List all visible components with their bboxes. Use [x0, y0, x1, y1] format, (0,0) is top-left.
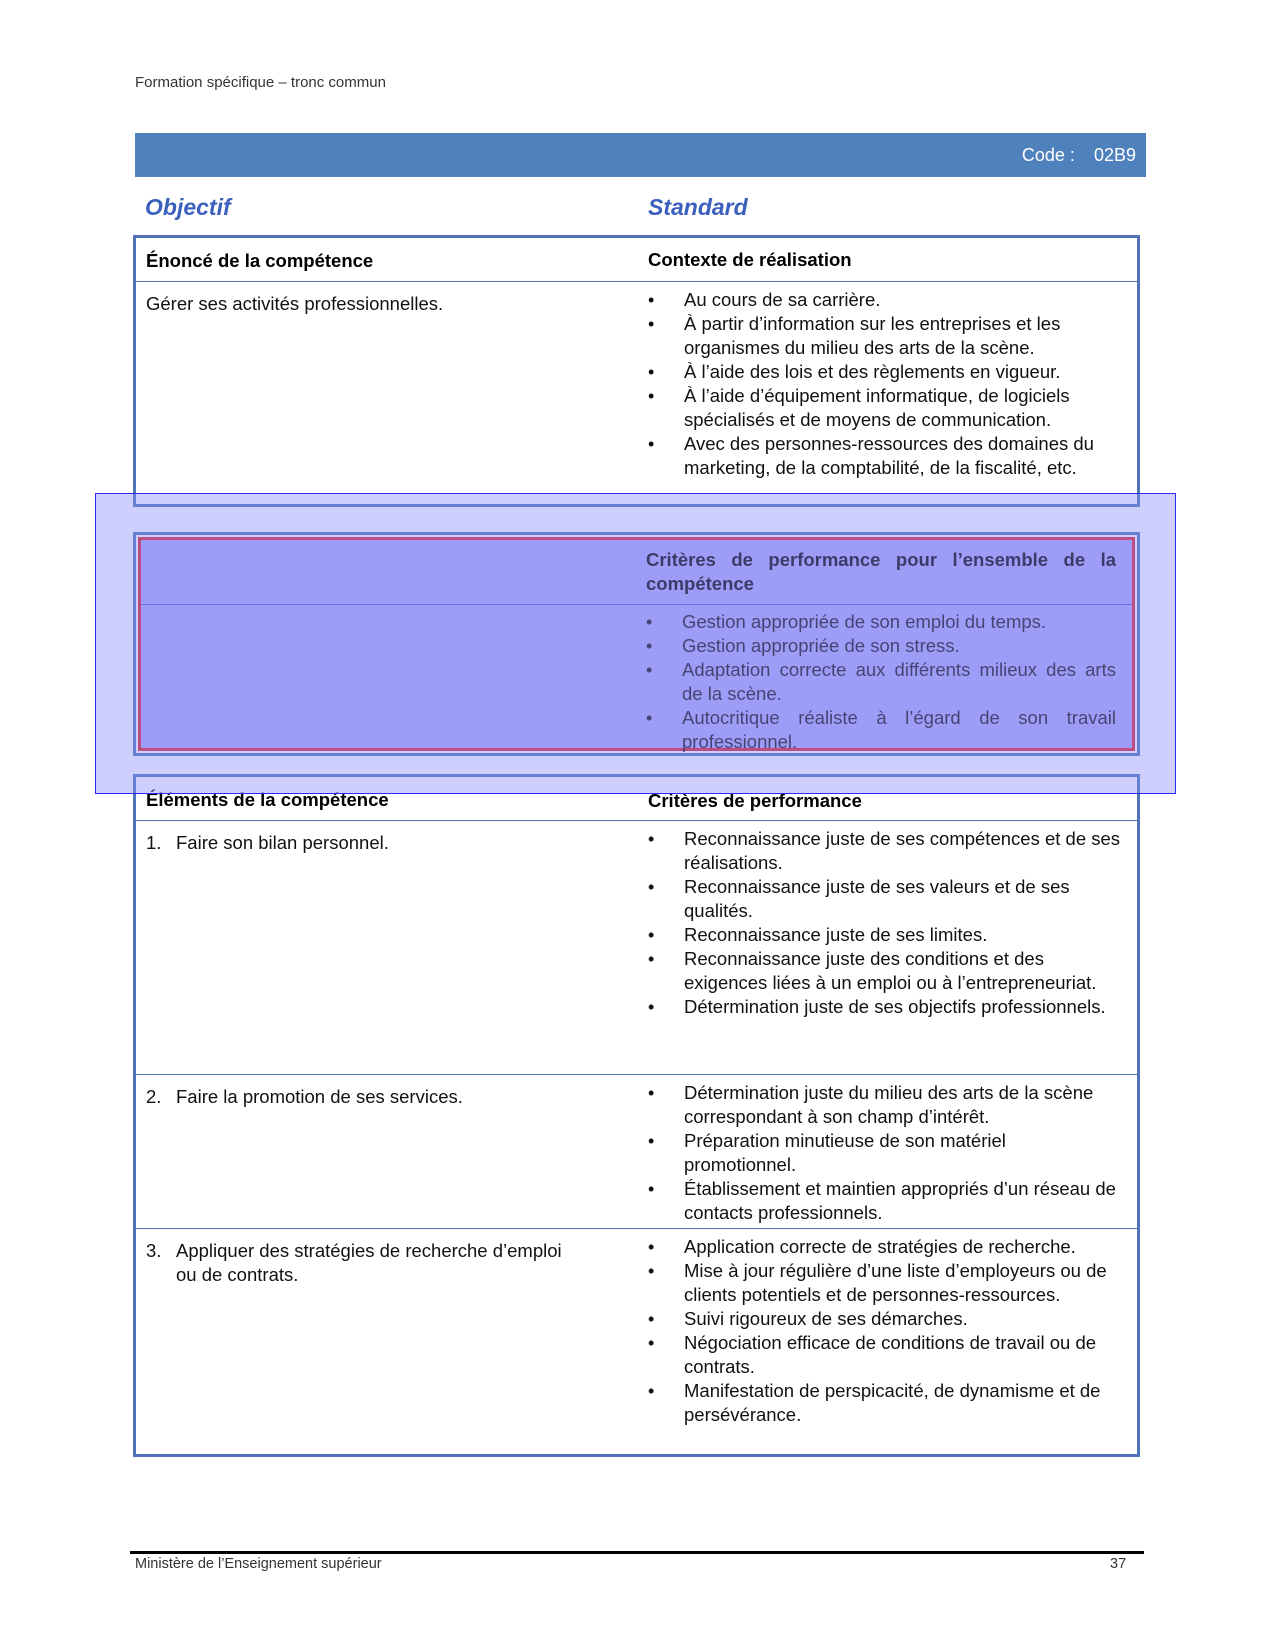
list-item: • Au cours de sa carrière. [648, 288, 1123, 312]
contexte-header: Contexte de réalisation [648, 249, 852, 270]
overall-criteria-list [646, 610, 1116, 754]
overall-criteria-header-row [141, 540, 1132, 605]
element-text: Faire son bilan personnel. [176, 832, 389, 853]
enonce-header: Énoncé de la compétence [146, 250, 374, 271]
element-text-continued: ou de contrats. [176, 1264, 299, 1285]
enonce-row [136, 282, 1137, 504]
overall-criteria-header: Critères de performance pour l’ensemble de la compétence [646, 549, 1116, 594]
overall-criteria-box [133, 532, 1140, 756]
code-text [1022, 145, 1136, 166]
objectif-heading: Objectif [145, 194, 231, 220]
code-value: 02B9 [1093, 145, 1136, 165]
enonce-table [133, 235, 1140, 507]
enonce-table-header [136, 238, 1137, 282]
list-item: • Mise à jour régulière d’une liste d’employeurs ou de clients potentiels et de personnes-ressources. [648, 1259, 1123, 1307]
list-item: • À l’aide des lois et des règlements en vigueur. [648, 360, 1123, 384]
element-row-3 [136, 1228, 1137, 1454]
list-item: • Reconnaissance juste des conditions et des exigences liées à un emploi ou à l’entrepreneuriat. [648, 947, 1123, 995]
list-item: • Détermination juste du milieu des arts de la scène correspondant à son champ d’intérêt. [648, 1081, 1123, 1129]
code-label: Code : [1021, 145, 1075, 165]
elements-table [133, 774, 1140, 1457]
elements-header: Éléments de la compétence [146, 789, 389, 810]
list-item: • À l’aide d’équipement informatique, de logiciels spécialisés et de moyens de communication. [648, 384, 1123, 432]
overall-criteria-highlight [138, 537, 1135, 751]
competence-statement: Gérer ses activités professionnelles. [146, 293, 444, 314]
overall-criteria-list-container [646, 610, 1116, 754]
running-header: Formation spécifique – tronc commun [135, 74, 386, 91]
list-item: • Suivi rigoureux de ses démarches. [648, 1307, 1123, 1331]
list-item: • Adaptation correcte aux différents milieux des arts de la scène. [646, 658, 1116, 706]
list-item: • Détermination juste de ses objectifs professionnels. [648, 995, 1123, 1019]
criteria-header: Critères de performance [648, 790, 862, 811]
page-number: 37 [1110, 1556, 1127, 1572]
element-number: 1. [146, 832, 162, 853]
list-item: • Manifestation de perspicacité, de dynamisme et de persévérance. [648, 1379, 1123, 1427]
element-text: Faire la promotion de ses services. [176, 1086, 463, 1107]
list-item: • Préparation minutieuse de son matériel promotionnel. [648, 1129, 1123, 1177]
list-item: • Gestion appropriée de son emploi du temps. [646, 610, 1116, 634]
context-list [648, 288, 1123, 480]
element-row-1 [136, 821, 1137, 1074]
footer-ministry: Ministère de l’Enseignement supérieur [135, 1556, 382, 1572]
element-criteria-container [648, 1235, 1123, 1427]
list-item: • Reconnaissance juste de ses valeurs et de ses qualités. [648, 875, 1123, 923]
list-item: • Gestion appropriée de son stress. [646, 634, 1116, 658]
element-criteria-container [648, 1081, 1123, 1225]
element-label [146, 1085, 606, 1109]
list-item: • Négociation efficace de conditions de travail ou de contrats. [648, 1331, 1123, 1379]
element-criteria-container [648, 827, 1123, 1019]
list-item: • Reconnaissance juste de ses compétences et de ses réalisations. [648, 827, 1123, 875]
list-item: • Autocritique réaliste à l’égard de son travail professionnel. [646, 706, 1116, 754]
code-bar [133, 133, 1146, 177]
element-row-2 [136, 1074, 1137, 1228]
element-number: 3. [146, 1240, 162, 1261]
list-item: • À partir d’information sur les entreprises et les organismes du milieu des arts de la scène. [648, 312, 1123, 360]
element-criteria-list [648, 1081, 1123, 1225]
elements-table-header [136, 777, 1137, 821]
list-item: • Application correcte de stratégies de recherche. [648, 1235, 1123, 1259]
list-item: • Établissement et maintien appropriés d’un réseau de contacts professionnels. [648, 1177, 1123, 1225]
list-item: • Reconnaissance juste de ses limites. [648, 923, 1123, 947]
element-criteria-list [648, 827, 1123, 1019]
element-text: Appliquer des stratégies de recherche d’emploi [176, 1240, 562, 1261]
list-item: • Avec des personnes-ressources des domaines du marketing, de la comptabilité, de la fiscalité, etc. [648, 432, 1123, 480]
context-list-container [648, 288, 1123, 480]
element-criteria-list [648, 1235, 1123, 1427]
element-number: 2. [146, 1086, 162, 1107]
element-label [146, 1239, 606, 1287]
standard-heading: Standard [648, 194, 748, 220]
element-label [146, 831, 606, 855]
footer-rule [130, 1551, 1144, 1554]
